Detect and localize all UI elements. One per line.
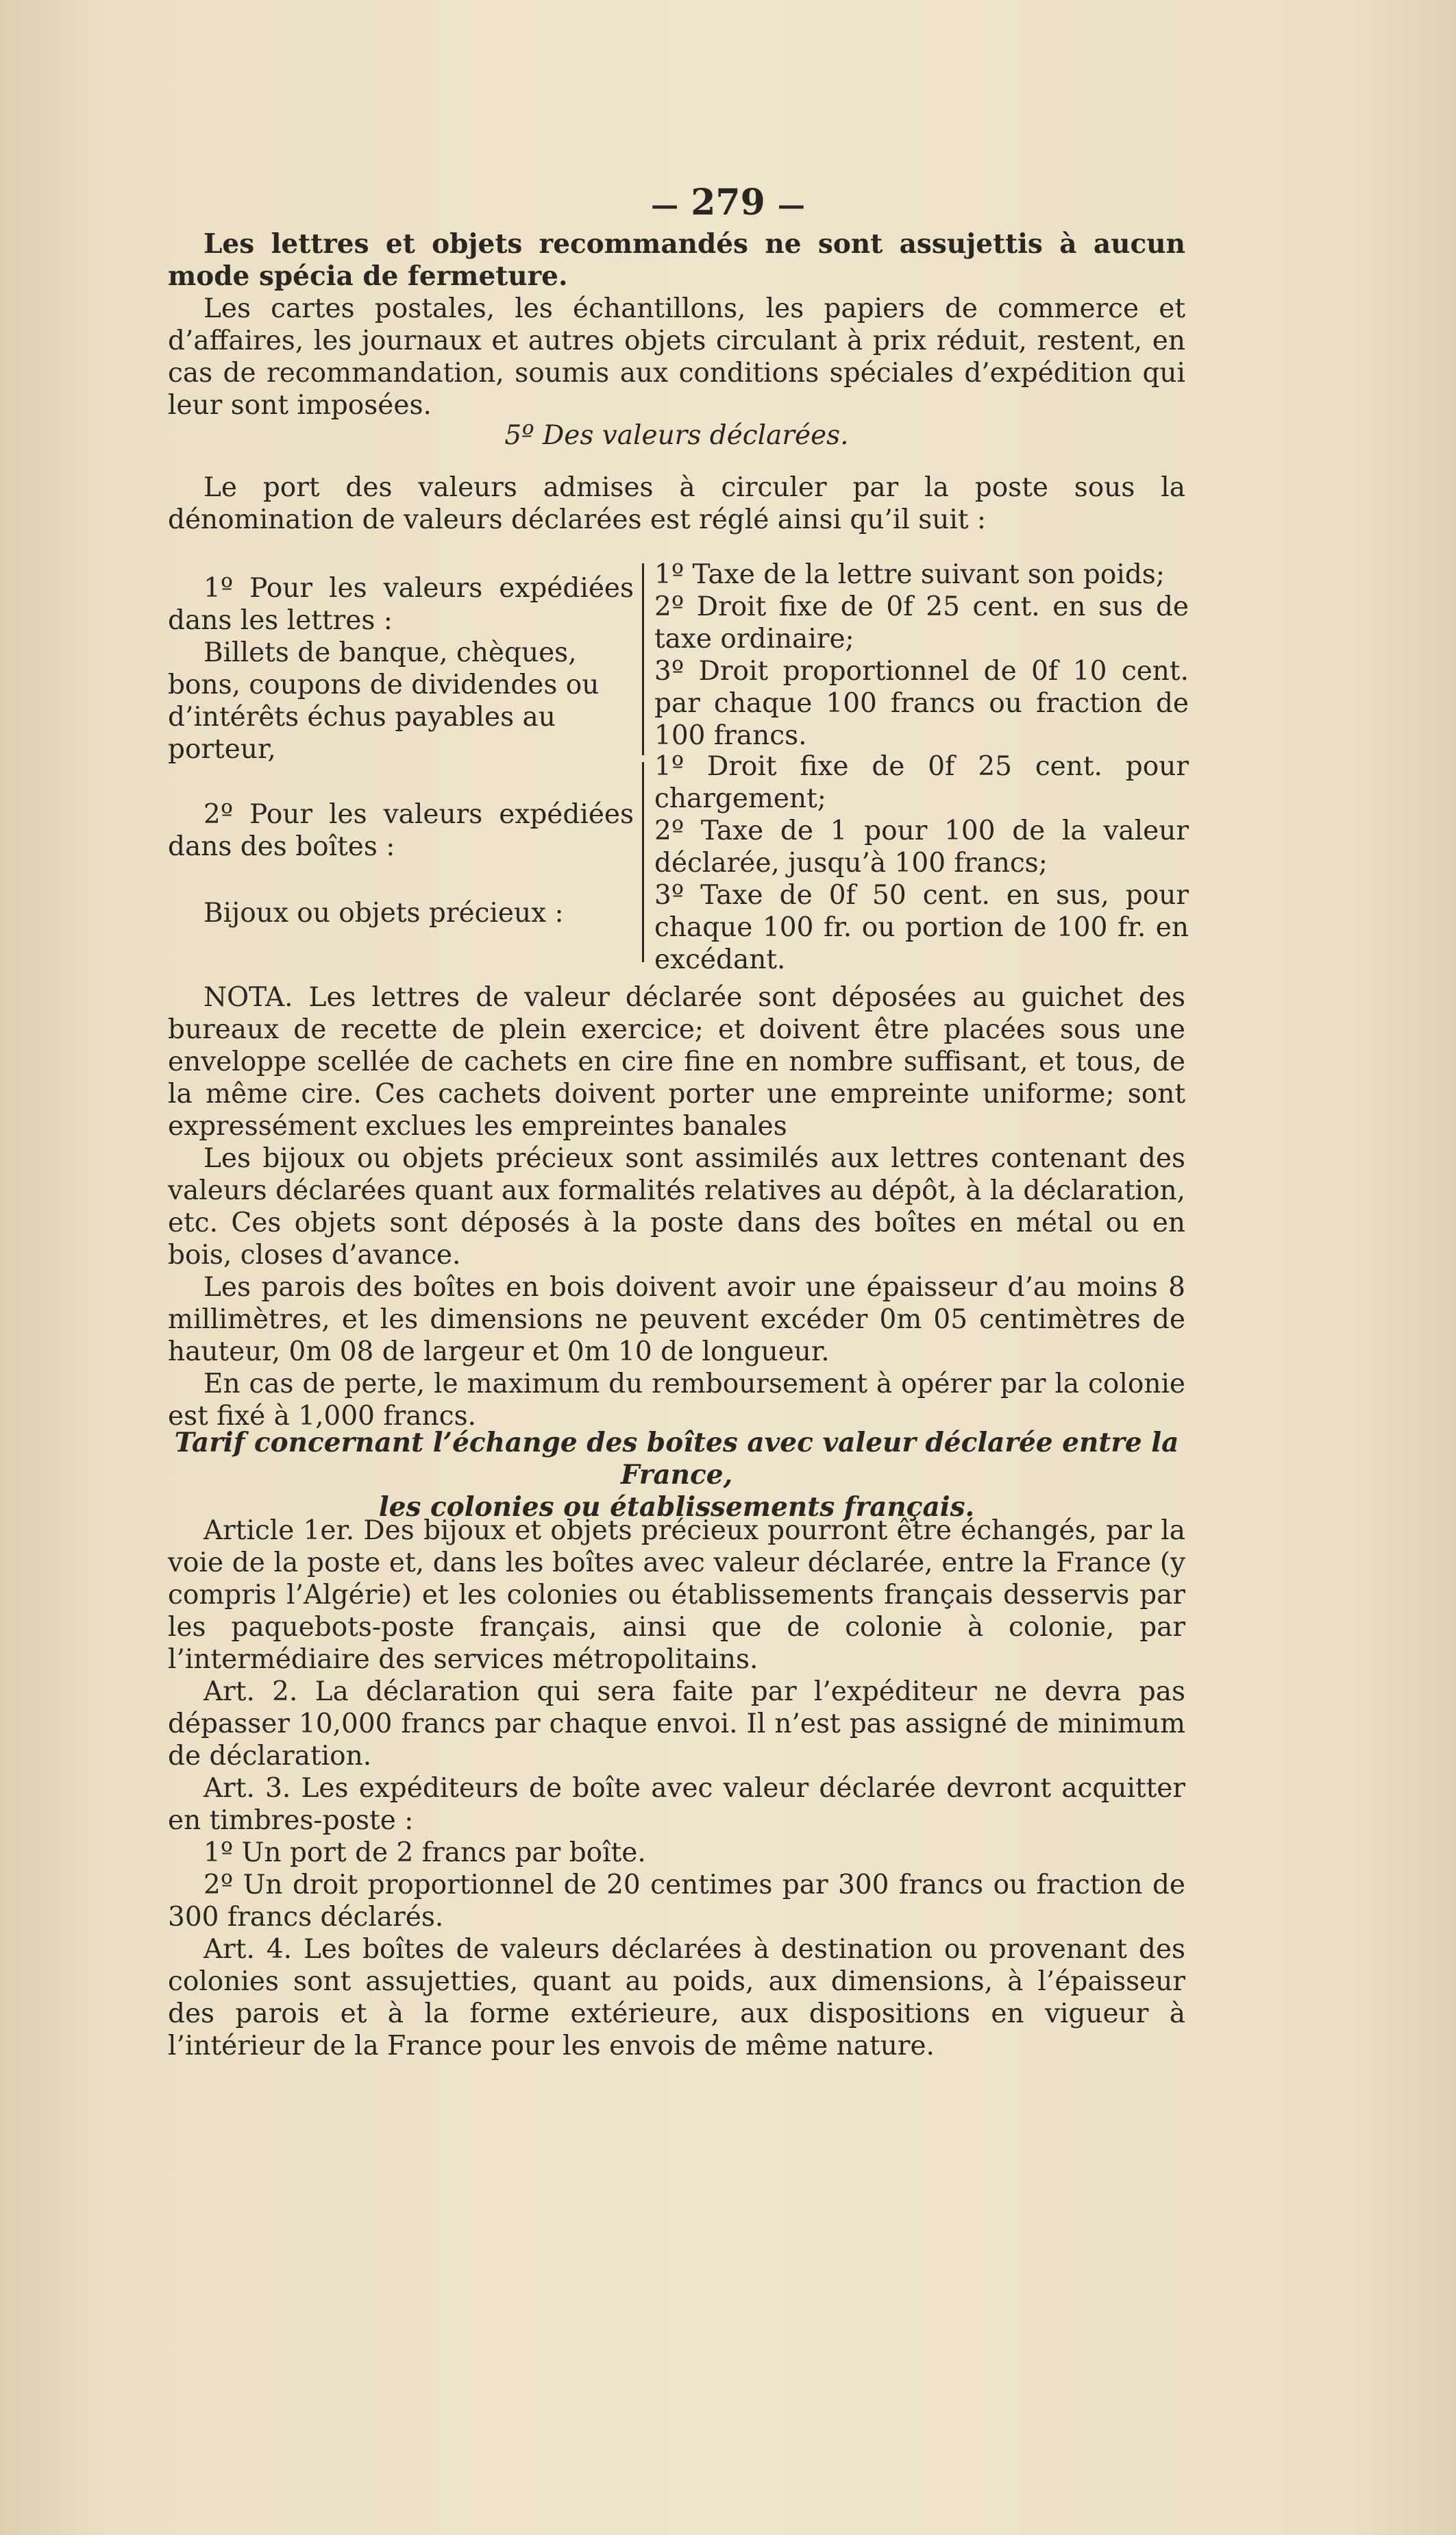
para-bijoux: Les bijoux ou objets précieux sont assimilés aux lettres contenant des valeurs déclarées quant aux formalités relatives au dépôt, à la déclaration, etc. Ces objets sont déposés à la poste dans des boîtes en métal ou en bois, closes d’avance. — [168, 1143, 1185, 1271]
right2-1: 1º Droit fixe de 0f 25 cent. pour chargement; — [654, 751, 1189, 814]
section-valeurs — [168, 419, 1185, 452]
page-number: 279 — [691, 182, 765, 223]
para-perte: En cas de perte, le maximum du remboursement à opérer par la colonie est fixé à 1,000 francs. — [168, 1369, 1185, 1432]
right1-2: 2º Droit fixe de 0f 25 cent. en sus de taxe ordinaire; — [654, 591, 1189, 654]
brace-2 — [642, 762, 644, 962]
brace-1 — [642, 563, 644, 755]
dash-right: — — [777, 189, 805, 221]
left1-b: Billets de banque, chèques, bons, coupons de dividendes ou d’intérêts échus payables au porteur, — [168, 637, 600, 765]
para-parois: Les parois des boîtes en bois doivent avoir une épaisseur d’au moins 8 millimètres, et les dimensions ne peuvent excéder 0m 05 centimètres de hauteur, 0m 08 de largeur et 0m 10 de longueur. — [168, 1272, 1185, 1367]
left2-a: 2º Pour les valeurs expédiées dans des boîtes : — [168, 799, 634, 862]
para-cartes: Les cartes postales, les échantillons, les papiers de commerce et d’affaires, les journaux et autres objets circulant à prix réduit, restent, en cas de recommandation, soumis aux conditions spéciales d’expédition qui leur sont imposées. — [168, 293, 1185, 421]
top-paragraphs — [168, 228, 1185, 421]
para-recommande: Les lettres et objets recommandés ne sont assujettis à aucun mode spécia de fermeture. — [168, 228, 1185, 292]
articles — [168, 1515, 1185, 2062]
article-3-item-1: 1º Un port de 2 francs par boîte. — [203, 1837, 646, 1868]
dash-left: — — [651, 189, 679, 221]
nota-section — [168, 981, 1185, 1432]
page-number-line — [0, 182, 1456, 223]
right2-3: 3º Taxe de 0f 50 cent. en sus, pour chaque 100 fr. ou portion de 100 fr. en excédant. — [654, 880, 1189, 975]
left2-b: Bijoux ou objets précieux : — [203, 898, 564, 929]
article-3: Art. 3. Les expéditeurs de boîte avec valeur déclarée devront acquitter en timbres-poste : — [168, 1773, 1185, 1836]
left1-a: 1º Pour les valeurs expédiées dans les lettres : — [168, 573, 634, 636]
right1-1: 1º Taxe de la lettre suivant son poids; — [654, 559, 1165, 590]
article-2: Art. 2. La déclaration qui sera faite par l’expéditeur ne devra pas dépasser 10,000 francs par chaque envoi. Il n’est pas assigné de minimum de déclaration. — [168, 1676, 1185, 1772]
article-1: Article 1er. Des bijoux et objets précieux pourront être échangés, par la voie de la poste et, dans les boîtes avec valeur déclarée, entre la France (y compris l’Algérie) et les colonies ou établissements français desservis par les paquebots-poste français, ainsi que de colonie à colonie, par l’intermédiaire des services métropolitains. — [168, 1515, 1185, 1675]
article-4: Art. 4. Les boîtes de valeurs déclarées à destination ou provenant des colonies sont assujetties, quant au poids, aux dimensions, à l’épaisseur des parois et à la forme extérieure, aux dispositions en vigueur à l’intérieur de la France pour les envois de même nature. — [168, 1934, 1185, 2061]
right2-2: 2º Taxe de 1 pour 100 de la valeur déclarée, jusqu’à 100 francs; — [654, 816, 1189, 879]
table-left-1 — [168, 572, 634, 766]
para-port: Le port des valeurs admises à circuler par la poste sous la dénomination de valeurs déclarées est réglé ainsi qu’il suit : — [168, 472, 1185, 535]
right1-3: 3º Droit proportionnel de 0f 10 cent. par chaque 100 francs ou fraction de 100 francs. — [654, 656, 1189, 751]
nota: NOTA. Les lettres de valeur déclarée sont déposées au guichet des bureaux de recette de plein exercice; et doivent être placées sous une enveloppe scellée de cachets en cire fine en nombre suffisant, et tous, de la même cire. Ces cachets doivent porter une empreinte uniforme; sont expressément exclues les empreintes banales — [168, 982, 1185, 1142]
article-3-item-2: 2º Un droit proportionnel de 20 centimes par 300 francs ou fraction de 300 francs déclarés. — [168, 1870, 1185, 1933]
tarif-heading — [168, 1427, 1185, 1523]
tarif-title-2: les colonies ou établissements français. — [378, 1491, 975, 1523]
table-left-2 — [168, 798, 634, 929]
tarif-title-1: Tarif concernant l’échange des boîtes avec valeur déclarée entre la France, — [174, 1427, 1179, 1491]
table-right-2 — [654, 750, 1189, 976]
table-right-1 — [654, 559, 1189, 752]
port-paragraph — [168, 472, 1185, 536]
section-title: 5º Des valeurs déclarées. — [504, 420, 849, 451]
